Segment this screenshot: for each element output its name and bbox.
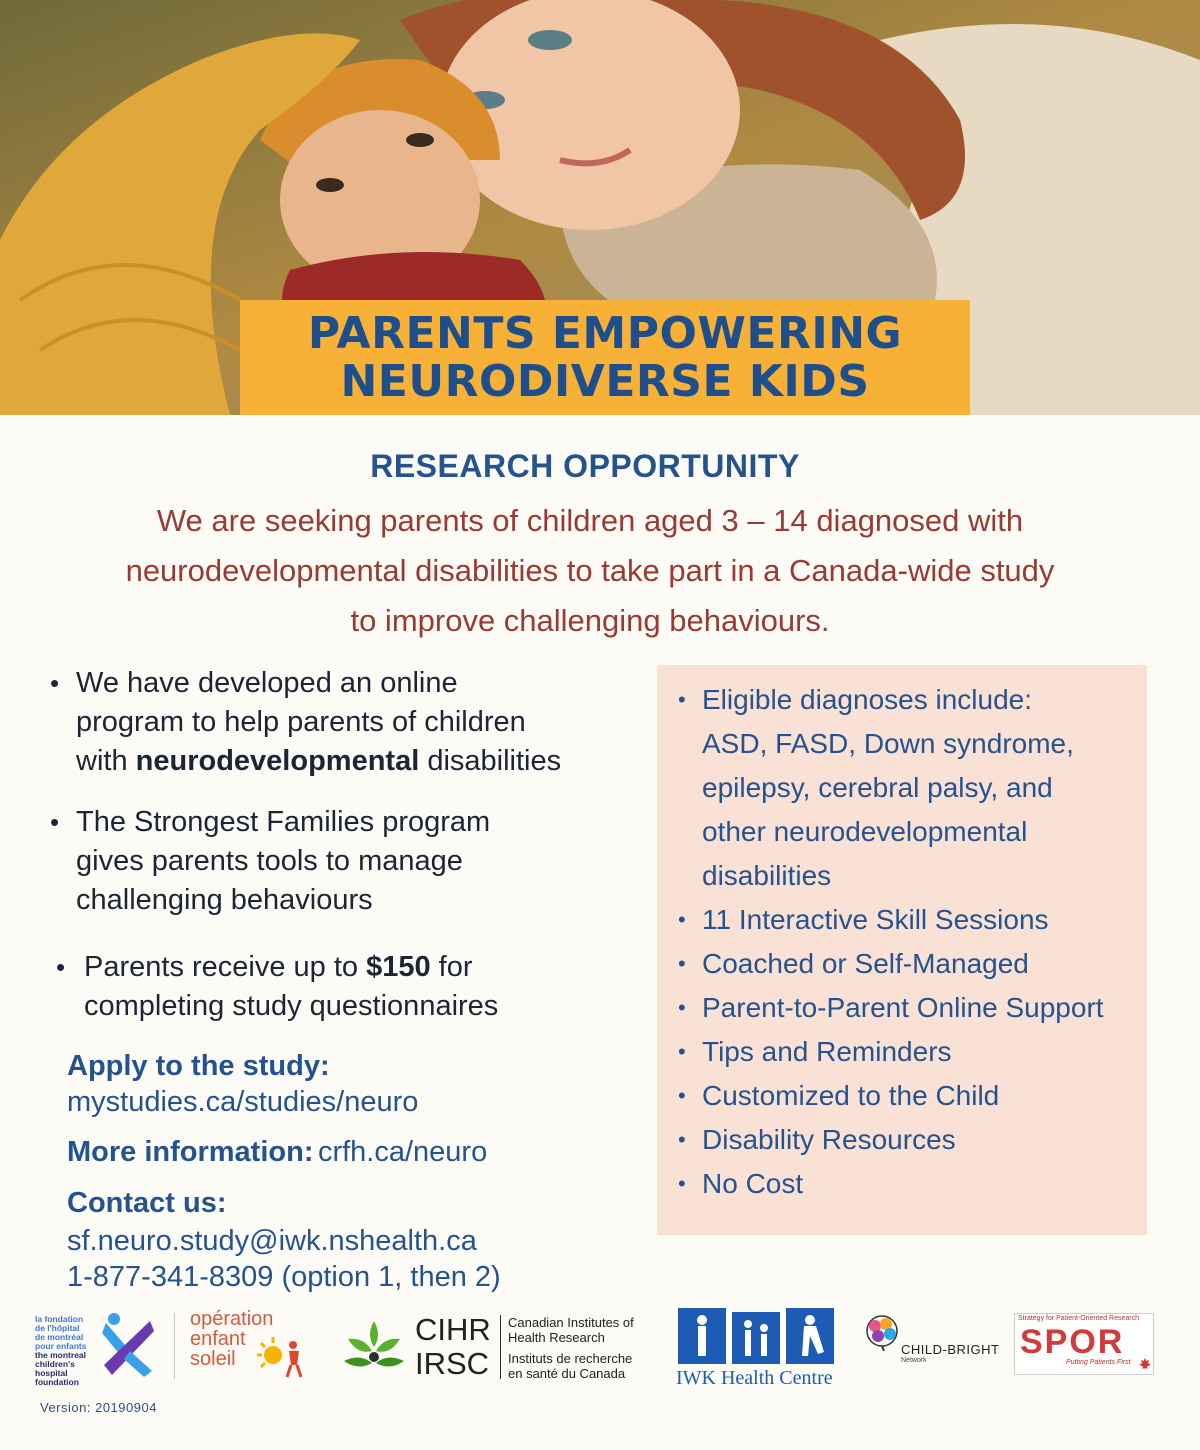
logo-separator — [500, 1315, 501, 1379]
logo-text: enfant — [190, 1328, 246, 1350]
features-list — [678, 678, 1148, 1206]
bullet-text: program to help parents of children — [76, 706, 526, 738]
spor-logo-text: SPOR — [1020, 1323, 1125, 1361]
bullet-text-part: Parents receive up to — [84, 951, 367, 983]
contact-block — [67, 1048, 627, 1295]
feature-text: Parent-to-Parent Online Support — [702, 992, 1104, 1023]
child-bright-subtext: Network — [901, 1357, 927, 1364]
cihr-fullname — [508, 1315, 634, 1381]
iwk-logo-text: IWK Health Centre — [676, 1367, 833, 1389]
bullet-dot: • — [50, 668, 60, 698]
bullet-dot: • — [56, 952, 66, 982]
cihr-acronym: CIHR — [415, 1312, 491, 1347]
hero-photo — [0, 0, 1200, 415]
bullet-compensation — [52, 948, 648, 1026]
feature-text: Tips and Reminders — [702, 1036, 952, 1067]
mch-foundation-logo-text — [35, 1315, 97, 1387]
bullet-dot: • — [678, 1171, 686, 1196]
bullet-dot: • — [678, 995, 686, 1020]
feature-text: epilepsy, cerebral palsy, and — [702, 772, 1053, 803]
banner-title-line2: NEURODIVERSE KIDS — [340, 355, 870, 407]
apply-label: Apply to the study: — [67, 1050, 330, 1082]
logo-text: la fondation — [35, 1314, 84, 1324]
bullet-text-bold: neurodevelopmental — [135, 745, 420, 777]
spor-tagline-bottom: Putting Patients First — [1066, 1359, 1131, 1366]
feature-text: 11 Interactive Skill Sessions — [702, 904, 1049, 935]
feature-eligible-diagnoses — [678, 678, 1148, 898]
version-label: Version: 20190904 — [40, 1400, 157, 1415]
bullet-dot: • — [678, 951, 686, 976]
intro-line1: We are seeking parents of children aged 3 – 14 diagnosed with — [156, 503, 1024, 538]
logo-text: de montréal — [35, 1332, 84, 1342]
bullet-dot: • — [678, 907, 686, 932]
logo-text: the montreal — [35, 1350, 87, 1360]
feature-resources — [678, 1118, 1148, 1162]
bullet-text — [76, 742, 648, 781]
feature-text: disabilities — [702, 860, 832, 891]
info-label: More information: — [67, 1136, 314, 1168]
logo-text: en santé du Canada — [508, 1366, 626, 1381]
bullet-text-part: for — [430, 951, 473, 983]
bullet-text — [84, 948, 648, 987]
section-title: RESEARCH OPPORTUNITY — [370, 448, 800, 484]
bullet-text: challenging behaviours — [76, 884, 373, 916]
feature-parent-support — [678, 986, 1148, 1030]
bullet-text: gives parents tools to manage — [76, 845, 463, 877]
bullet-dot: • — [678, 1083, 686, 1108]
bullet-dot: • — [678, 687, 686, 712]
feature-text: Disability Resources — [702, 1124, 956, 1155]
mch-foundation-x-icon — [100, 1313, 156, 1379]
feature-text: No Cost — [702, 1168, 804, 1199]
logo-text: soleil — [190, 1348, 236, 1370]
bullet-online-program — [48, 664, 648, 781]
feature-text: Customized to the Child — [702, 1080, 1000, 1111]
feature-no-cost — [678, 1162, 1148, 1206]
bullet-text: We have developed an online — [76, 667, 458, 699]
info-link[interactable]: crfh.ca/neuro — [317, 1136, 488, 1168]
email-link[interactable]: sf.neuro.study@iwk.nshealth.ca — [67, 1225, 477, 1257]
intro-text — [30, 496, 1150, 646]
bullet-text: completing study questionnaires — [84, 990, 499, 1022]
bullet-dot: • — [50, 807, 60, 837]
cihr-leaf-icon — [338, 1317, 410, 1377]
feature-text: ASD, FASD, Down syndrome, — [702, 728, 1074, 759]
intro-line2: neurodevelopmental disabilities to take part in a Canada-wide study — [125, 553, 1055, 588]
logo-text: foundation — [35, 1377, 79, 1387]
contact-label: Contact us: — [67, 1187, 227, 1219]
bullet-strongest-families — [48, 803, 648, 920]
logo-text: hospital — [35, 1368, 68, 1378]
child-bright-logo-text: CHILD-BRIGHT — [901, 1342, 1000, 1357]
logo-text: children's — [35, 1359, 75, 1369]
bullet-text-part: with — [76, 745, 136, 777]
feature-tips — [678, 1030, 1148, 1074]
bullet-text: The Strongest Families program — [76, 806, 491, 838]
logo-text: Instituts de recherche — [508, 1351, 633, 1366]
bullet-text-part: disabilities — [419, 745, 562, 777]
feature-text: other neurodevelopmental — [702, 816, 1028, 847]
bullet-text-bold: $150 — [366, 951, 431, 983]
intro-line3: to improve challenging behaviours. — [350, 603, 830, 638]
banner-title-line1: PARENTS EMPOWERING — [307, 307, 903, 359]
spor-tagline-top: Strategy for Patient-Oriented Research — [1018, 1315, 1140, 1322]
feature-text: Eligible diagnoses include: — [702, 684, 1032, 715]
phone-number[interactable]: 1-877-341-8309 (option 1, then 2) — [67, 1261, 501, 1293]
logo-text: Health Research — [508, 1330, 605, 1345]
logo-separator — [174, 1313, 175, 1379]
feature-customized — [678, 1074, 1148, 1118]
logo-text: de l'hôpital — [35, 1323, 80, 1333]
brain-icon — [862, 1315, 906, 1351]
iwk-figures-icon — [678, 1308, 836, 1366]
feature-skill-sessions — [678, 898, 1148, 942]
feature-text: Coached or Self-Managed — [702, 948, 1029, 979]
title-banner — [240, 300, 970, 415]
sun-child-icon — [255, 1335, 307, 1379]
cihr-acronyms — [415, 1313, 491, 1381]
feature-coached — [678, 942, 1148, 986]
bullet-dot: • — [678, 1039, 686, 1064]
info-row — [67, 1134, 627, 1175]
apply-link[interactable]: mystudies.ca/studies/neuro — [67, 1086, 419, 1118]
logo-text: pour enfants — [35, 1341, 87, 1351]
maple-leaf-icon — [1138, 1357, 1152, 1371]
program-bullets — [48, 664, 648, 1026]
irsc-acronym: IRSC — [415, 1346, 490, 1381]
logo-text: Canadian Institutes of — [508, 1315, 634, 1330]
bullet-dot: • — [678, 1127, 686, 1152]
sponsor-logos — [0, 1305, 1200, 1400]
logo-text: opération — [190, 1308, 274, 1330]
